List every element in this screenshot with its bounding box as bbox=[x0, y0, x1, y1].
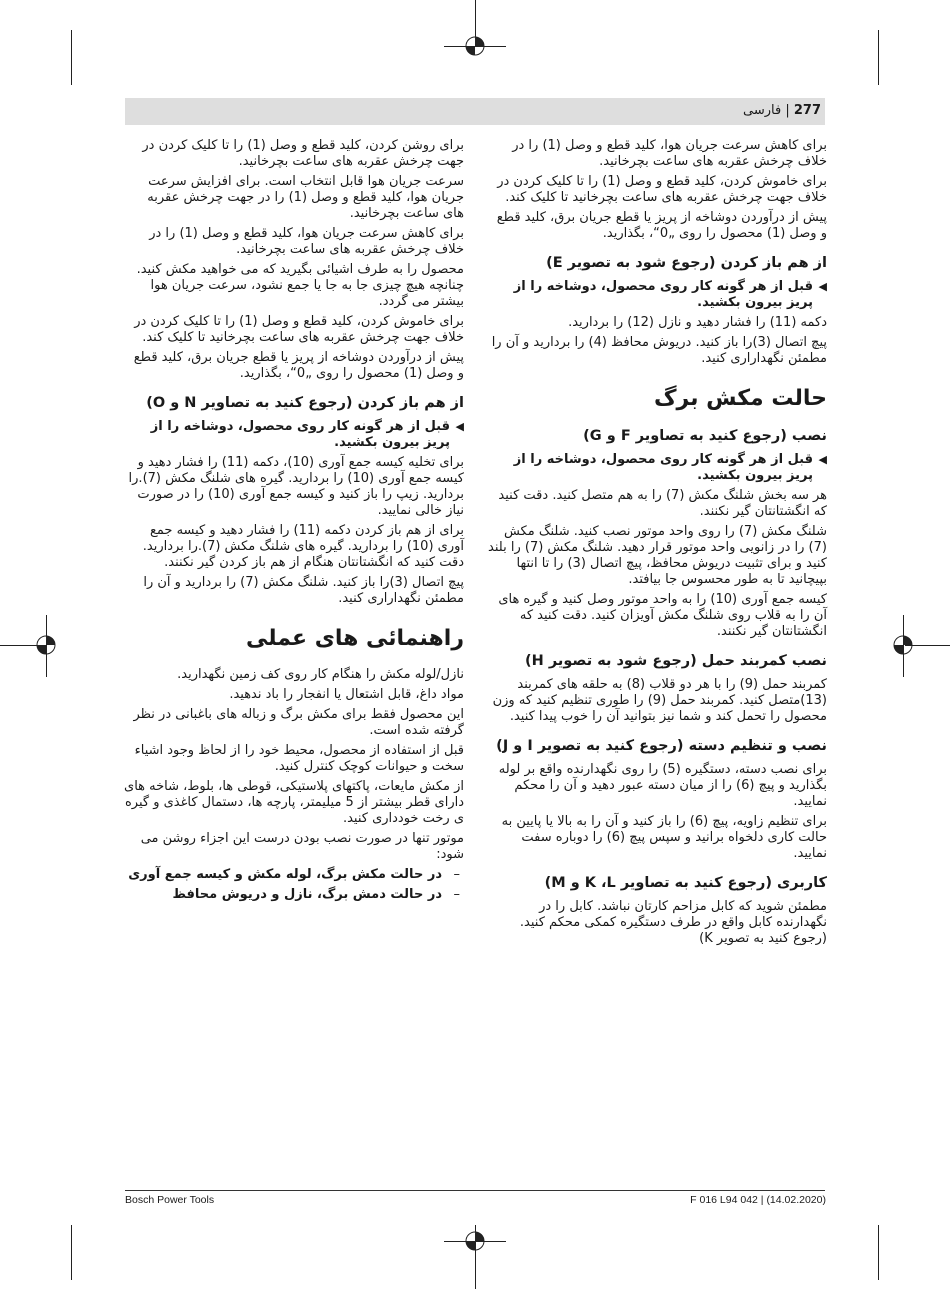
paragraph: کیسه جمع آوری (10) را به واحد موتور وصل کنید و گیره های آن را به قلاب روی شلنگ مکش آویزان کنید. دقت کنید که انگشتانتان گیر نکنند. bbox=[498, 592, 827, 639]
paragraph: برای روشن کردن، کلید قطع و وصل (1) را تا کلیک کردن در جهت چرخش عقربه های ساعت بچرخانید. bbox=[142, 138, 464, 169]
paragraph: موتور تنها در صورت نصب بودن درست این اجزاء روشن می شود: bbox=[140, 831, 464, 862]
section-heading: کاربری (رجوع کنید به تصاویر K ،L و M) bbox=[544, 875, 827, 891]
section-heading: نصب (رجوع کنید به تصاویر F و G) bbox=[583, 428, 827, 444]
chapter-title: راهنمائی های عملی bbox=[246, 626, 464, 651]
warning-triangle-icon: ◀ bbox=[818, 453, 827, 466]
list-item bbox=[124, 867, 464, 883]
paragraph: پیش از درآوردن دوشاخه از پریز یا قطع جریان برق، کلید قطع و وصل (1) محصول را روی „0“، بگذارید. bbox=[133, 350, 464, 381]
paragraph: پیش از درآوردن دوشاخه از پریز یا قطع جریان برق، کلید قطع و وصل (1) محصول را روی „0“، بگذارید. bbox=[496, 210, 827, 241]
warning-text: قبل از هر گونه کار روی محصول، دوشاخه را از پریز بیرون بکشید. bbox=[150, 419, 450, 450]
header-language: فارسی bbox=[743, 103, 782, 118]
dash-bullet: – bbox=[453, 867, 460, 882]
footer-rule bbox=[125, 1190, 825, 1191]
list-item-text: در حالت دمش برگ، نازل و دریوش محافظ bbox=[172, 887, 442, 902]
warning-item bbox=[487, 279, 827, 311]
crop-mark-top-right bbox=[878, 30, 879, 85]
chapter-title: حالت مکش برگ bbox=[654, 386, 827, 411]
section-heading: از هم باز کردن (رجوع کنید به تصاویر N و O) bbox=[146, 395, 464, 411]
list-item bbox=[124, 887, 464, 903]
page-number: 277 bbox=[793, 103, 821, 118]
paragraph: برای از هم باز کردن دکمه (11) را فشار دهید و کیسه جمع آوری (10) را بردارید. گیره های شلنگ مکش (7).را بردارید. دقت کنید که انگشتانتان هنگام از هم باز کردن گیر نکنند. bbox=[142, 523, 464, 570]
paragraph: پیچ اتصال (3)را باز کنید. دریوش محافظ (4) را بردارید و آن را مطمئن نگهداراری کنید. bbox=[491, 335, 827, 366]
crop-mark-top-left bbox=[71, 30, 72, 85]
paragraph: هر سه بخش شلنگ مکش (7) را به هم متصل کنید. دقت کنید که انگشتانتان گیر نکنند. bbox=[498, 488, 827, 519]
section-heading: از هم باز کردن (رجوع شود به تصویر E) bbox=[546, 255, 827, 271]
crop-mark-bottom-left bbox=[71, 1225, 72, 1280]
paragraph: برای خاموش کردن، کلید قطع و وصل (1) را تا کلیک کردن در خلاف جهت چرخش عقربه های ساعت بچرخانید تا کلیک کند. bbox=[134, 314, 464, 345]
paragraph: سرعت جریان هوا قابل انتخاب است. برای افزایش سرعت جریان هوا، کلید قطع و وصل (1) را در جهت چرخش عقربه های ساعت بچرخانید. bbox=[147, 174, 464, 221]
page-header bbox=[743, 103, 821, 118]
warning-text: قبل از هر گونه کار روی محصول، دوشاخه را از پریز بیرون بکشید. bbox=[513, 452, 813, 483]
warning-triangle-icon: ◀ bbox=[818, 280, 827, 293]
header-separator: | bbox=[781, 103, 794, 118]
paragraph: مطمئن شوید که کابل مزاحم کارتان نباشد. کابل را در نگهدارنده کابل واقع در طرف دستگیره کمکی محکم کنید. (رجوع کنید به تصویر K) bbox=[519, 899, 827, 946]
paragraph: دکمه (11) را فشار دهید و نازل (12) را بردارید. bbox=[568, 315, 827, 330]
paragraph: محصول را به طرف اشیائی بگیرید که می خواهید مکش کنید. چنانچه هیچ چیزی جا به جا یا جمع نشود، سرعت جریان هوا بیشتر می گردد. bbox=[136, 262, 464, 309]
section-heading: نصب و تنظیم دسته (رجوع کنید به تصویر I و J) bbox=[496, 738, 827, 754]
paragraph: شلنگ مکش (7) را روی واحد موتور نصب کنید. شلنگ مکش (7) را در زانویی واحد موتور قرار دهید. شلنگ مکش (7) را بلند کنید و برای تثبیت دریوش محافظ، پیچ اتصال (3) را تا انتها بپیچانید تا به طور محسوس جا بیافتد. bbox=[488, 524, 827, 587]
right-column bbox=[487, 138, 827, 951]
paragraph: برای نصب دسته، دستگیره (5) را روی نگهدارنده واقع بر لوله بگذارید و پیچ (6) را از میان دسته عبور دهید و آن را محکم نمایید. bbox=[498, 762, 827, 809]
left-column bbox=[124, 138, 464, 907]
crop-mark-bottom-right bbox=[878, 1225, 879, 1280]
header-bar bbox=[125, 98, 825, 125]
warning-item bbox=[487, 452, 827, 484]
registration-mark-right-icon bbox=[890, 632, 916, 658]
warning-triangle-icon: ◀ bbox=[455, 420, 464, 433]
paragraph: از مکش مایعات، پاکتهای پلاستیکی، قوطی ها، بلوط، شاخه های دارای قطر بیشتر از 5 میلیمتر، پارچه ها، دستمال کاغذی و گیره ی رخت خودداری کنید. bbox=[124, 779, 464, 826]
section-heading: نصب کمربند حمل (رجوع شود به تصویر H) bbox=[525, 653, 827, 669]
paragraph: این محصول فقط برای مکش برگ و زباله های باغبانی در نظر گرفته شده است. bbox=[133, 707, 464, 738]
registration-mark-left-icon bbox=[33, 632, 59, 658]
paragraph: کمربند حمل (9) را با هر دو قلاب (8) به حلقه های کمربند (13)متصل کنید. کمربند حمل (9) را طوری تنظیم کنید که وزن محصول را تحمل کند و شما نیز بتوانید آن را خوب پیدا کنید. bbox=[492, 677, 827, 724]
paragraph: برای تنظیم زاویه، پیچ (6) را باز کنید و آن را به بالا یا پایین به حالت کاری دلخواه برانید و سپس پیچ (6) را دوباره سفت نمایید. bbox=[501, 814, 827, 861]
paragraph: قبل از استفاده از محصول، محیط خود را از لحاظ وجود اشیاء سخت و حیوانات کوچک کنترل کنید. bbox=[134, 743, 464, 774]
warning-text: قبل از هر گونه کار روی محصول، دوشاخه را از پریز بیرون بکشید. bbox=[513, 279, 813, 310]
paragraph: برای کاهش سرعت جریان هوا، کلید قطع و وصل (1) را در خلاف چرخش عقربه های ساعت بچرخانید. bbox=[512, 138, 827, 169]
list-item-text: در حالت مکش برگ، لوله مکش و کیسه جمع آوری bbox=[128, 867, 442, 882]
footer-doc-code: F 016 L94 042 | (14.02.2020) bbox=[690, 1194, 826, 1206]
paragraph: مواد داغ، قابل اشتعال یا انفجار را باد ندهید. bbox=[229, 687, 464, 702]
footer-brand: Bosch Power Tools bbox=[125, 1194, 215, 1206]
paragraph: پیچ اتصال (3)را باز کنید. شلنگ مکش (7) را بردارید و آن را مطمئن نگهداراری کنید. bbox=[143, 575, 464, 606]
warning-item bbox=[124, 419, 464, 451]
registration-mark-top-icon bbox=[462, 33, 488, 59]
registration-mark-bottom-icon bbox=[462, 1228, 488, 1254]
paragraph: نازل/لوله مکش را هنگام کار روی کف زمین نگهدارید. bbox=[177, 667, 464, 682]
paragraph: برای تخلیه کیسه جمع آوری (10)، دکمه (11) را فشار دهید و کیسه جمع آوری (10) را بردارید. گیره های شلنگ مکش (7).را بردارید. زیپ را باز کنید و کیسه جمع آوری (10) را در صورت نیاز خالی نمایید. bbox=[128, 455, 464, 518]
dash-bullet: – bbox=[453, 887, 460, 902]
paragraph: برای خاموش کردن، کلید قطع و وصل (1) را تا کلیک کردن در خلاف جهت چرخش عقربه های ساعت بچرخانید تا کلیک کند. bbox=[497, 174, 827, 205]
paragraph: برای کاهش سرعت جریان هوا، کلید قطع و وصل (1) را در خلاف چرخش عقربه های ساعت بچرخانید. bbox=[149, 226, 464, 257]
